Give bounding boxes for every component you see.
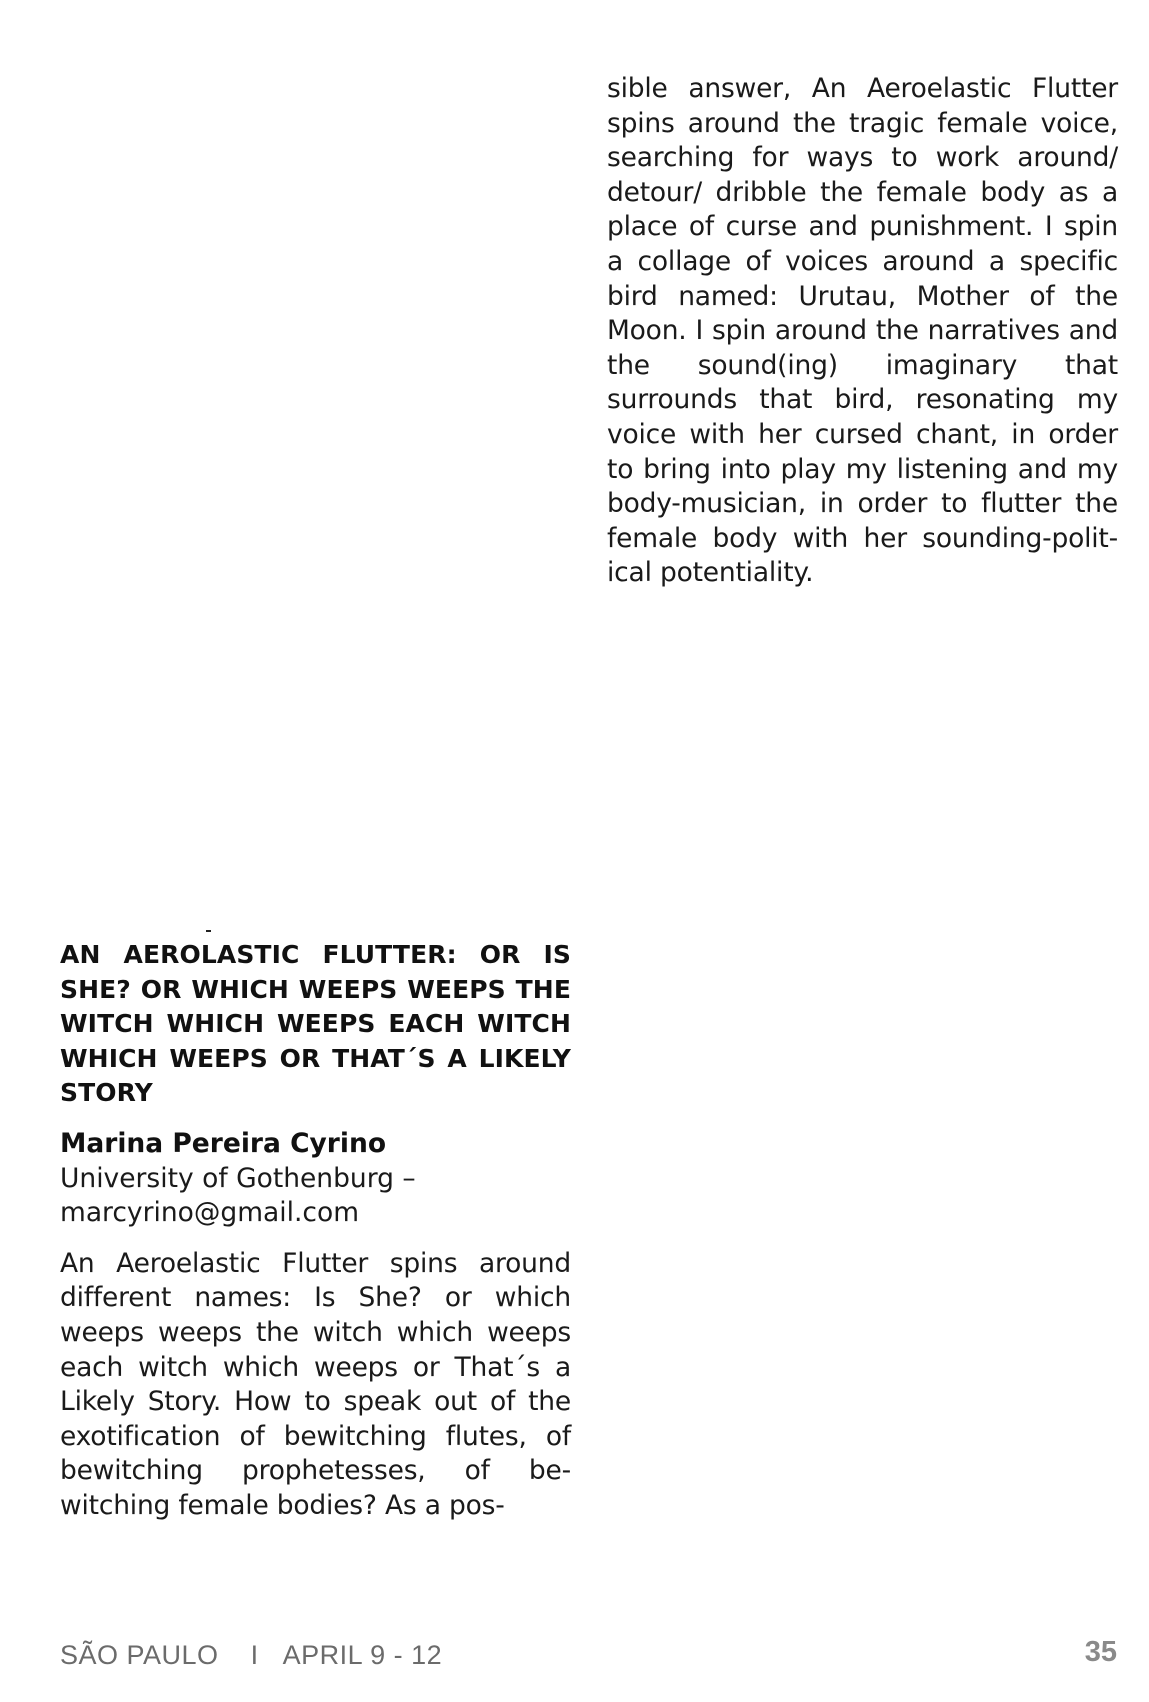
abstract-paragraph: An Aeroelastic Flutter spins around different names: Is She? or which weeps weeps the witch which weeps each witch which weeps or That´s a Likely Story. How to speak out of the exotification of bewitching flutes, of bewitching prophetesses, of be-witching female bodies? As a pos- (60, 1247, 571, 1521)
page-number: 35 (1084, 1636, 1117, 1668)
left-column (60, 938, 571, 1524)
footer-dates: APRIL 9 - 12 (282, 1640, 443, 1670)
article-title: AN AEROLASTIC FLUTTER: OR IS SHE? OR WHICH WEEPS WEEPS THE WITCH WHICH WEEPS EACH WITCH WHICH WEEPS OR THAT´S A LIKELY STORY (60, 940, 571, 1108)
footer-separator: I (250, 1640, 259, 1670)
author-name: Marina Pereira Cyrino (60, 1127, 387, 1159)
author-affiliation: University of Gothenburg – (60, 1162, 416, 1194)
right-column (607, 72, 1118, 591)
footer-city: SÃO PAULO (60, 1640, 219, 1670)
page-footer (60, 1640, 442, 1671)
continued-paragraph: sible answer, An Aeroelastic Flutter spins around the tragic female voice, searching for ways to work around/ detour/ dribble the female body as a place of curse and punishment. I spin a collage of voices around a specific bird named: Urutau, Mother of the Moon. I spin around the narratives and the sound(ing) imaginary that surrounds that bird, resonating my voice with her cursed chant, in order to bring into play my listening and my body-musician, in order to flutter the female body with her sounding-polit-ical potentiality. (607, 73, 1118, 589)
stray-mark (206, 930, 211, 932)
author-email: marcyrino@gmail.com (60, 1197, 360, 1229)
